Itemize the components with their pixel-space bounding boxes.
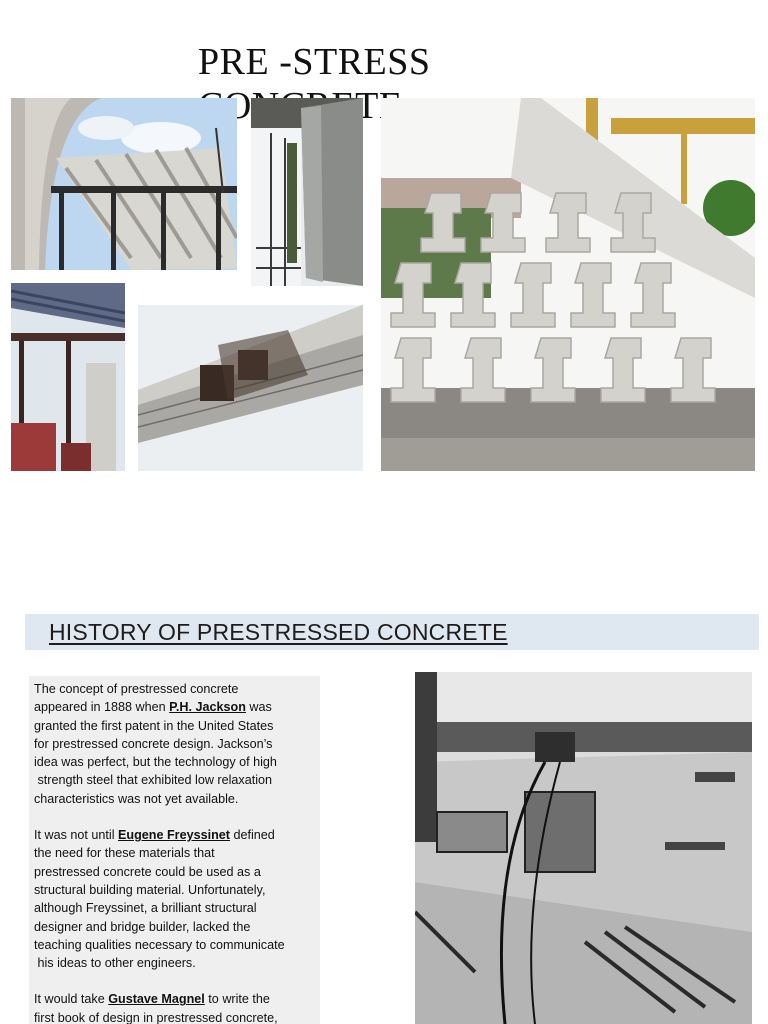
person-name-magnel: Gustave Magnel	[108, 992, 205, 1007]
text-line: his ideas to other engineers.	[34, 956, 196, 971]
text-fragment: appeared in 1888 when	[34, 700, 170, 715]
historic-prestressing-site-photo	[415, 672, 752, 1024]
text-line: the need for these materials that	[34, 846, 215, 861]
text-fragment: was	[245, 700, 272, 715]
text-line: although Freyssinet, a brilliant structural	[34, 901, 257, 916]
text-line: first book of design in prestressed concrete,	[34, 1010, 278, 1024]
person-name-jackson: P.H. Jackson	[169, 700, 246, 715]
person-name-freyssinet: Eugene Freyssinet	[118, 828, 230, 843]
text-line: designer and bridge builder, lacked the	[34, 919, 251, 934]
stacked-i-girders-photo	[381, 98, 755, 471]
text-fragment: It would take	[34, 992, 109, 1007]
bridge-pier-girders-photo	[11, 283, 125, 471]
text-line: The concept of prestressed concrete	[34, 682, 239, 696]
text-line: strength steel that exhibited low relaxation	[34, 773, 273, 788]
text-line	[34, 826, 316, 844]
text-line: teaching qualities necessary to communicate	[34, 937, 285, 952]
section-heading: HISTORY OF PRESTRESSED CONCRETE	[49, 619, 508, 645]
text-line: for prestressed concrete design. Jackson’s	[34, 736, 273, 751]
history-paragraph-2	[29, 826, 320, 972]
section-banner	[25, 614, 759, 650]
history-text-box	[29, 676, 320, 1024]
concrete-column-detail-photo	[251, 98, 363, 286]
text-line: prestressed concrete could be used as a	[34, 864, 261, 879]
page-title: PRE -STRESS	[198, 41, 431, 83]
cantilever-beam-span-photo	[138, 305, 363, 471]
text-line: structural building material. Unfortunately,	[34, 882, 266, 897]
text-fragment: to write the	[204, 992, 270, 1007]
text-line	[34, 990, 316, 1008]
text-line: idea was perfect, but the technology of high	[34, 755, 277, 770]
history-paragraph-1	[29, 680, 320, 808]
text-line	[34, 698, 316, 716]
history-paragraph-3	[29, 990, 320, 1024]
text-fragment: It was not until	[34, 828, 118, 843]
text-line: characteristics was not yet available.	[34, 791, 239, 806]
text-fragment: defined	[230, 828, 275, 843]
text-line: granted the first patent in the United States	[34, 718, 274, 733]
curved-bridge-beams-photo	[11, 98, 237, 270]
